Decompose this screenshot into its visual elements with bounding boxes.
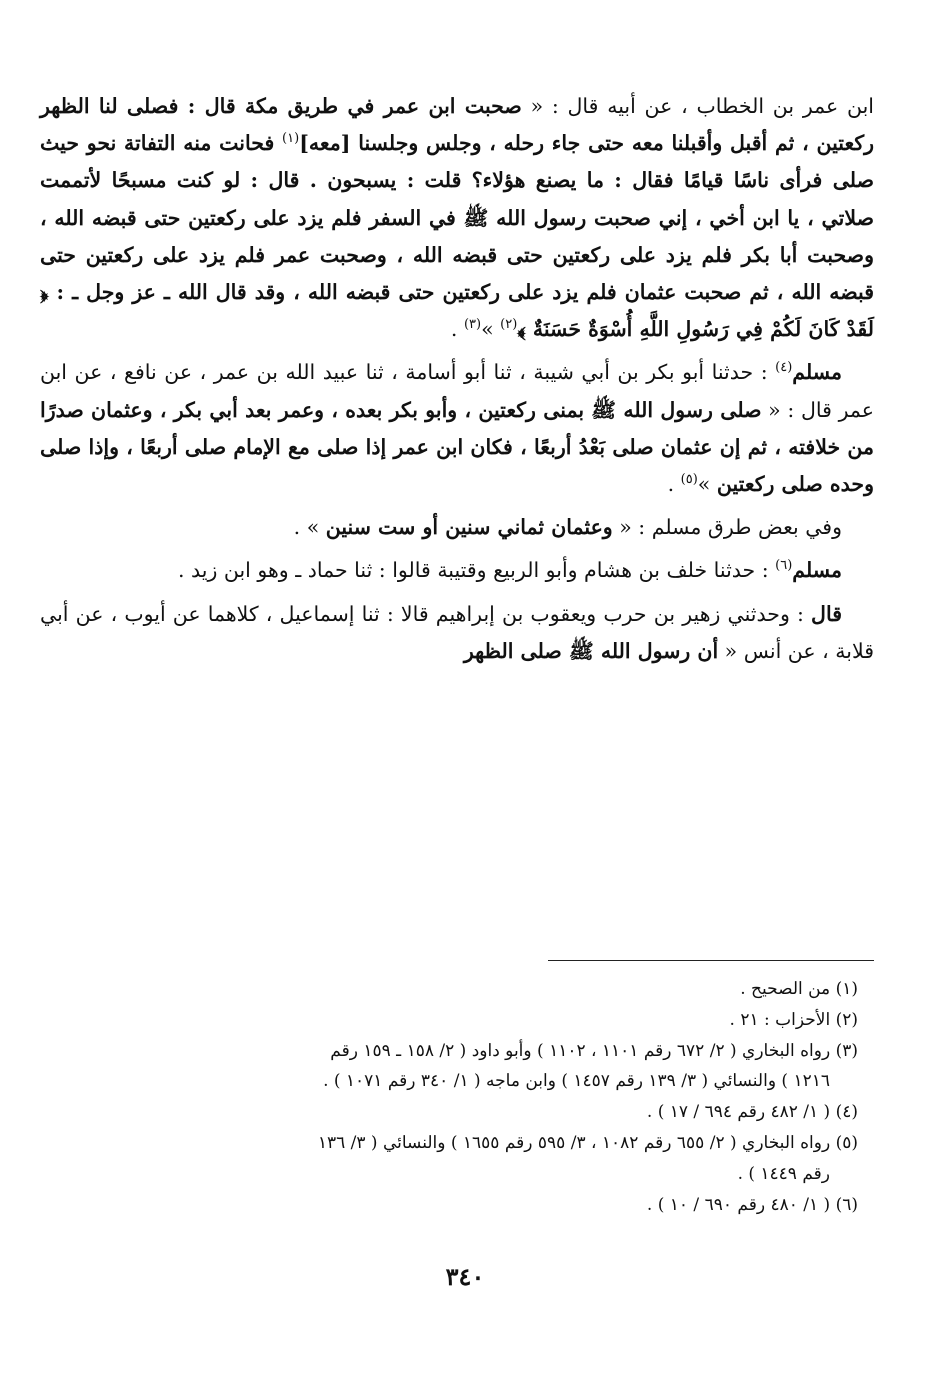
page-body [40,88,874,670]
paragraph [40,509,874,546]
main-text [40,88,874,670]
bold-text: فحانت منه التفاتة نحو حيث صلى فرأى ناسًا قيامًا فقال : ما يصنع هؤلاء؟ قلت : يسبحون . قال : لو كنت مسبحًا لأتممت صلاتي ، يا ابن أخي ، إني صحبت رسول الله ﷺ في السفر فلم يزد على ركعتين حتى قبضه الله ، وصحبت أبا بكر فلم يزد على ركعتين حتى قبضه الله ، وصحبت عمر فلم يزد على ركعتين حتى قبضه الله ، ثم صحبت عثمان فلم يزد على ركعتين حتى قبضه الله ، وقد قال الله ـ عز وجل ـ : ﴿ لَقَدْ كَانَ لَكُمْ فِي رَسُولِ اللَّهِ أُسْوَةٌ حَسَنَةٌ ﴾ [40,131,874,342]
bold-text: مسلم [792,558,842,583]
footnote-ref: (٢) [500,317,518,333]
bold-text: صحبت ابن عمر في طريق مكة قال : فصلى لنا الظهر ركعتين ، ثم أقبل وأقبلنا معه حتى جاء رحله ، وجلس وجلسنا [معه] [40,94,874,156]
paragraph [40,88,874,348]
text-run: : حدثنا خلف بن هشام وأبو الربيع وقتيبة قالوا : ثنا حماد ـ وهو ابن زيد . [177,558,776,583]
text-run: ابن عمر بن الخطاب ، عن أبيه قال : « [521,94,874,118]
text-run: » [481,317,501,342]
text-run: . [667,472,681,497]
text-run: : حدثنا أبو بكر بن أبي شيبة ، ثنا أبو أسامة ، ثنا عبيد الله بن عمر ، عن نافع ، عن ابن عمر قال : « [40,360,874,422]
footnote: (٤) ( ١/ ٤٨٢ رقم ٦٩٤ / ١٧ ) . [646,1102,858,1123]
footnote: (٥) رواه البخاري ( ٢/ ٦٥٥ رقم ١٠٨٢ ، ٣/ ٥٩٥ رقم ١٦٥٥ ) والنسائي ( ٣/ ١٣٦ [317,1132,858,1153]
footnote-ref: (٥) [680,472,698,488]
page-number: ٣٤٠ [445,1262,485,1291]
bold-text: أن رسول الله ﷺ صلى الظهر [463,638,719,663]
footnote-ref: (١) [282,131,300,147]
footnote: (٦) ( ١/ ٤٨٠ رقم ٦٩٠ / ١٠ ) . [646,1194,858,1215]
text-run: . [450,317,464,342]
bold-text: قال [811,601,842,626]
bold-text: وعثمان ثماني سنين أو ست سنين [325,515,613,540]
footnote-ref: (٣) [463,317,482,333]
footnote-continuation: رقم ١٤٤٩ ) . [737,1163,830,1184]
footnote-continuation: ١٢١٦ ) والنسائي ( ٣/ ١٣٩ رقم ١٤٥٧ ) وابن ماجه ( ١/ ٣٤٠ رقم ١٠٧١ ) . [323,1071,830,1092]
paragraph [40,552,874,589]
paragraph [40,354,874,503]
bold-text: صلى رسول الله ﷺ بمنى ركعتين ، وأبو بكر بعده ، وعمر بعد أبي بكر ، وعثمان صدرًا من خلافته ، ثم إن عثمان صلى بَعْدُ أربعًا ، فكان ابن عمر إذا صلى مع الإمام صلى أربعًا ، وإذا صلى وحده صلى ركعتين [40,397,874,497]
paragraph [40,596,874,670]
text-run: : وحدثني زهير بن حرب ويعقوب بن إبراهيم قالا : ثنا إسماعيل ، كلاهما عن أيوب ، عن أبي قلابة ، عن أنس « [40,601,874,663]
footnote-ref: (٤) [775,360,793,376]
footnotes [44,974,858,1220]
footnote: (١) من الصحيح . [740,979,858,999]
text-run: » [697,472,717,497]
footnote-separator [548,960,874,961]
text-run: وفي بعض طرق مسلم : « [612,515,842,540]
text-run: » . [293,515,326,540]
footnote: (٢) الأحزاب : ٢١ . [729,1009,858,1030]
footnote: (٣) رواه البخاري ( ٢/ ٦٧٢ رقم ١١٠١ ، ١١٠٢ ) وأبو داود ( ٢/ ١٥٨ ـ ١٥٩ رقم [330,1040,858,1061]
footnote-ref: (٦) [775,558,793,574]
bold-text: مسلم [792,360,842,385]
